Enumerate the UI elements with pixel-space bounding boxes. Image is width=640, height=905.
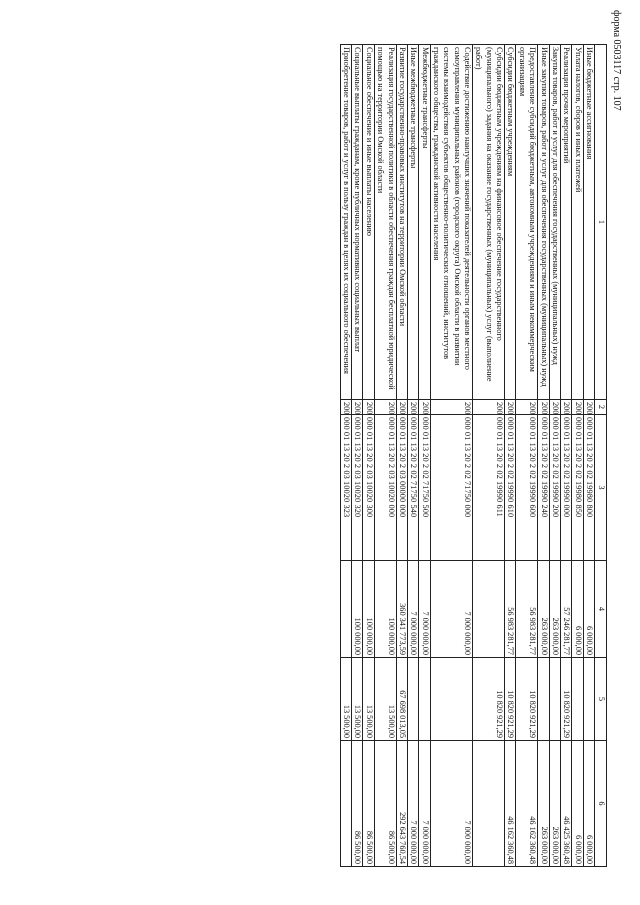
table-row [352, 45, 363, 867]
column-header: 3 [595, 415, 607, 561]
row-unexecuted-amount [473, 741, 505, 867]
row-executed-amount: 13 500,00 [352, 658, 363, 741]
row-unexecuted-amount: 292 643 760,54 [396, 741, 407, 867]
row-unexecuted-amount: 263 000,00 [549, 741, 560, 867]
row-line-code: 200 [374, 400, 396, 415]
row-classification-code: 000 01 13 20 2 02 19990 000 [560, 415, 571, 561]
row-classification-code: 000 01 13 20 2 02 19980 800 [583, 415, 594, 561]
row-name: Социальное обеспечение и иные выплаты населению [363, 45, 374, 400]
row-classification-code: 000 01 13 20 2 02 19990 240 [538, 415, 549, 561]
table-row [560, 45, 571, 867]
table-row [374, 45, 396, 867]
row-line-code: 200 [560, 400, 571, 415]
row-name: Реализация государственной политики в области обеспечения граждан бесплатной юридической помощью на территории Омской области [374, 45, 396, 400]
row-unexecuted-amount: 7 000 000,00 [430, 741, 472, 867]
row-unexecuted-amount: 6 000,00 [583, 741, 594, 867]
row-line-code: 200 [363, 400, 374, 415]
row-line-code: 200 [396, 400, 407, 415]
row-line-code: 200 [549, 400, 560, 415]
row-line-code: 200 [419, 400, 430, 415]
row-line-code: 200 [473, 400, 505, 415]
row-approved-amount: 6 000,00 [583, 561, 594, 658]
row-line-code: 200 [407, 400, 418, 415]
row-approved-amount [340, 561, 351, 658]
row-approved-amount: 263 000,00 [549, 561, 560, 658]
row-approved-amount: 360 341 773,59 [396, 561, 407, 658]
row-executed-amount: 13 500,00 [374, 658, 396, 741]
row-unexecuted-amount [340, 741, 351, 867]
row-executed-amount: 10 820 921,29 [473, 658, 505, 741]
row-classification-code: 000 01 13 20 2 02 19990 200 [549, 415, 560, 561]
row-classification-code: 000 01 13 20 2 03 10020 300 [363, 415, 374, 561]
row-executed-amount [407, 658, 418, 741]
row-approved-amount: 263 000,00 [538, 561, 549, 658]
row-name: Иные закупки товаров, работ и услуг для обеспечения государственных (муниципальных) нужд [538, 45, 549, 400]
row-approved-amount: 100 000,00 [352, 561, 363, 658]
row-name: Межбюджетные трансферты [419, 45, 430, 400]
row-executed-amount [572, 658, 583, 741]
table-row [363, 45, 374, 867]
row-unexecuted-amount: 46 425 360,48 [560, 741, 571, 867]
row-classification-code: 000 01 13 20 2 03 10020 323 [340, 415, 351, 561]
table-row [583, 45, 594, 867]
row-unexecuted-amount: 86 500,00 [352, 741, 363, 867]
row-classification-code: 000 01 13 20 2 02 19980 850 [572, 415, 583, 561]
row-unexecuted-amount: 263 000,00 [538, 741, 549, 867]
row-name: Содействие достижению наилучших значений показателей деятельности органов местного самоуправления муниципальных районов (городского округа) Омской области в развитии системы взаимодействия субъектов общественно-политических отношений, институтов гражданского общества, гражданской активности населения [430, 45, 472, 400]
table-row [538, 45, 549, 867]
row-approved-amount: 6 000,00 [572, 561, 583, 658]
column-header: 4 [595, 561, 607, 658]
row-line-code: 200 [583, 400, 594, 415]
row-unexecuted-amount: 46 162 360,48 [505, 741, 516, 867]
row-name: Закупка товаров, работ и услуг для обеспечения государственных (муниципальных) нужд [549, 45, 560, 400]
column-header: 5 [595, 658, 607, 741]
form-caption: форма 0503117 стр. 107 [611, 10, 622, 111]
table-row [505, 45, 516, 867]
row-executed-amount [549, 658, 560, 741]
row-executed-amount: 10 820 921,29 [516, 658, 538, 741]
row-executed-amount: 13 500,00 [340, 658, 351, 741]
row-line-code: 200 [340, 400, 351, 415]
row-line-code: 200 [352, 400, 363, 415]
row-unexecuted-amount: 46 162 360,48 [516, 741, 538, 867]
row-line-code: 200 [516, 400, 538, 415]
row-approved-amount: 57 246 281,77 [560, 561, 571, 658]
row-approved-amount: 7 000 000,00 [419, 561, 430, 658]
row-approved-amount [473, 561, 505, 658]
row-classification-code: 000 01 13 20 2 02 71750 500 [419, 415, 430, 561]
row-unexecuted-amount: 7 000 000,00 [407, 741, 418, 867]
row-name: Развитие государственно-правовых институтов на территории Омской области [396, 45, 407, 400]
row-line-code: 200 [572, 400, 583, 415]
table-row [340, 45, 351, 867]
row-classification-code: 000 01 13 20 2 02 19990 610 [505, 415, 516, 561]
row-classification-code: 000 01 13 20 2 02 71750 000 [430, 415, 472, 561]
table-body [340, 45, 594, 867]
row-name: Уплата налогов, сборов и иных платежей [572, 45, 583, 400]
row-unexecuted-amount: 7 000 000,00 [419, 741, 430, 867]
row-line-code: 200 [430, 400, 472, 415]
row-classification-code: 000 01 13 20 2 03 10020 320 [352, 415, 363, 561]
row-executed-amount [583, 658, 594, 741]
row-classification-code: 000 01 13 20 2 03 00000 000 [396, 415, 407, 561]
row-approved-amount: 56 983 281,77 [505, 561, 516, 658]
column-header: 6 [595, 741, 607, 867]
row-executed-amount [430, 658, 472, 741]
row-name: Приобретение товаров, работ и услуг в пользу граждан в целях их социального обеспечения [340, 45, 351, 400]
row-classification-code: 000 01 13 20 2 03 10020 000 [374, 415, 396, 561]
table-row [549, 45, 560, 867]
row-name: Иные бюджетные ассигнования [583, 45, 594, 400]
row-name: Предоставление субсидий бюджетным, автономным учреждениям и иным некоммерческим организациям [516, 45, 538, 400]
table-row [572, 45, 583, 867]
table-row [516, 45, 538, 867]
row-classification-code: 000 01 13 20 2 02 71750 540 [407, 415, 418, 561]
row-approved-amount: 7 000 000,00 [430, 561, 472, 658]
row-executed-amount: 10 820 921,29 [560, 658, 571, 741]
header-row [595, 45, 607, 867]
row-executed-amount: 13 500,00 [363, 658, 374, 741]
row-executed-amount: 10 820 921,29 [505, 658, 516, 741]
row-executed-amount [419, 658, 430, 741]
row-name: Иные межбюджетные трансферты [407, 45, 418, 400]
column-header: 2 [595, 400, 607, 415]
row-name: Субсидии бюджетным учреждениям на финансовое обеспечение государственного (муниципального) задания на оказание государственных (муниципальных) услуг (выполнение работ) [473, 45, 505, 400]
table-row [419, 45, 430, 867]
row-approved-amount: 100 000,00 [374, 561, 396, 658]
report-table-container [62, 44, 607, 866]
table-row [473, 45, 505, 867]
row-unexecuted-amount: 6 000,00 [572, 741, 583, 867]
row-unexecuted-amount: 86 500,00 [374, 741, 396, 867]
row-approved-amount: 56 983 281,77 [516, 561, 538, 658]
table-row [396, 45, 407, 867]
row-classification-code: 000 01 13 20 2 02 19990 600 [516, 415, 538, 561]
row-classification-code: 000 01 13 20 2 02 19990 611 [473, 415, 505, 561]
column-header: 1 [595, 45, 607, 400]
row-name: Субсидии бюджетным учреждениям [505, 45, 516, 400]
row-unexecuted-amount: 86 500,00 [363, 741, 374, 867]
row-approved-amount: 7 000 000,00 [407, 561, 418, 658]
row-line-code: 200 [505, 400, 516, 415]
row-line-code: 200 [538, 400, 549, 415]
table-row [430, 45, 472, 867]
row-executed-amount: 67 698 013,05 [396, 658, 407, 741]
row-approved-amount: 100 000,00 [363, 561, 374, 658]
report-table [340, 44, 607, 867]
table-row [407, 45, 418, 867]
row-executed-amount [538, 658, 549, 741]
row-name: Реализация прочих мероприятий [560, 45, 571, 400]
row-name: Социальные выплаты гражданам, кроме публичных нормативных социальных выплат [352, 45, 363, 400]
